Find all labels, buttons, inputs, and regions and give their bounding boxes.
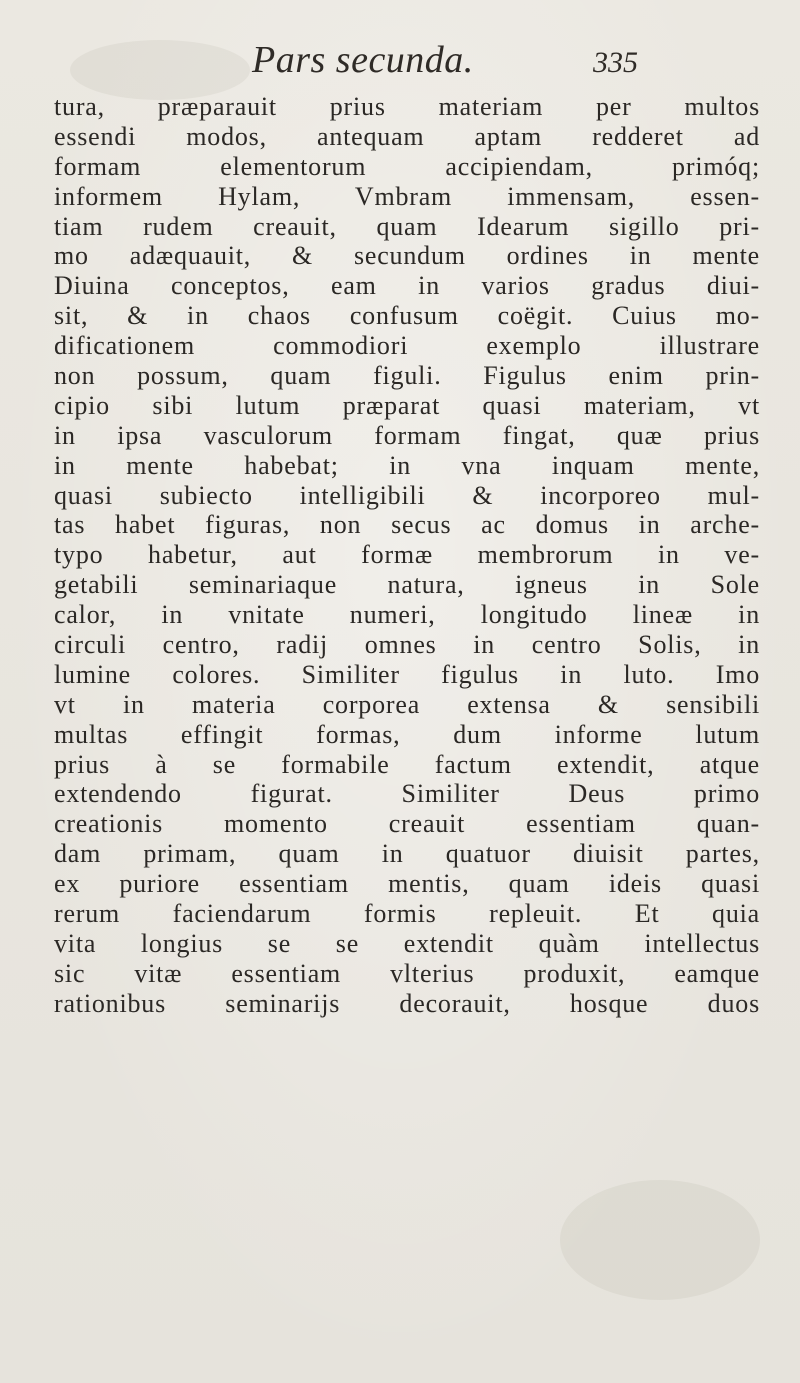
text-line: formam elementorum accipiendam, primóq; — [54, 151, 760, 181]
text-line: essendi modos, antequam aptam redderet ad — [54, 121, 760, 151]
text-line: extendendo figurat. Similiter Deus primo — [54, 779, 760, 809]
page-header — [0, 38, 800, 88]
text-line: multas effingit formas, dum informe lutum — [54, 719, 760, 749]
text-line: dam primam, quam in quatuor diuisit partes, — [54, 839, 760, 869]
running-title: Pars secunda. — [252, 39, 474, 81]
text-line: quasi subiecto intelligibili & incorporeo mul- — [54, 480, 760, 510]
text-line: tura, præparauit prius materiam per multos — [54, 92, 760, 121]
text-line: informem Hylam, Vmbram immensam, essen- — [54, 181, 760, 211]
text-line: circuli centro, radij omnes in centro Solis, in — [54, 630, 760, 660]
text-line: typo habetur, aut formæ membrorum in ve- — [54, 540, 760, 570]
text-line: in ipsa vasculorum formam fingat, quæ prius — [54, 420, 760, 450]
text-line: Diuina conceptos, eam in varios gradus diui- — [54, 271, 760, 301]
text-line: non possum, quam figuli. Figulus enim prin- — [54, 361, 760, 391]
text-line: ex puriore essentiam mentis, quam ideis quasi — [54, 869, 760, 899]
text-line: rationibus seminarijs decorauit, hosque duos — [54, 988, 760, 1018]
text-line: creationis momento creauit essentiam quan- — [54, 809, 760, 839]
text-line: sit, & in chaos confusum coëgit. Cuius mo- — [54, 301, 760, 331]
text-line: vt in materia corporea extensa & sensibili — [54, 689, 760, 719]
paper-stain — [560, 1180, 760, 1300]
text-line: tiam rudem creauit, quam Idearum sigillo pri- — [54, 211, 760, 241]
text-line: dificationem commodiori exemplo illustrare — [54, 331, 760, 361]
text-line: prius à se formabile factum extendit, atque — [54, 749, 760, 779]
text-line: sic vitæ essentiam vlterius produxit, eamque — [54, 958, 760, 988]
text-line: cipio sibi lutum præparat quasi materiam, vt — [54, 390, 760, 420]
text-line: getabili seminariaque natura, igneus in Sole — [54, 570, 760, 600]
text-line: calor, in vnitate numeri, longitudo lineæ in — [54, 600, 760, 630]
text-line: lumine colores. Similiter figulus in luto. Imo — [54, 659, 760, 689]
text-line: tas habet figuras, non secus ac domus in arche- — [54, 510, 760, 540]
text-line: in mente habebat; in vna inquam mente, — [54, 450, 760, 480]
text-line: mo adæquauit, & secundum ordines in mente — [54, 241, 760, 271]
text-line: vita longius se se extendit quàm intellectus — [54, 928, 760, 958]
page-number: 335 — [593, 46, 638, 79]
text-line: rerum faciendarum formis repleuit. Et quia — [54, 899, 760, 929]
body-text — [54, 92, 760, 1019]
